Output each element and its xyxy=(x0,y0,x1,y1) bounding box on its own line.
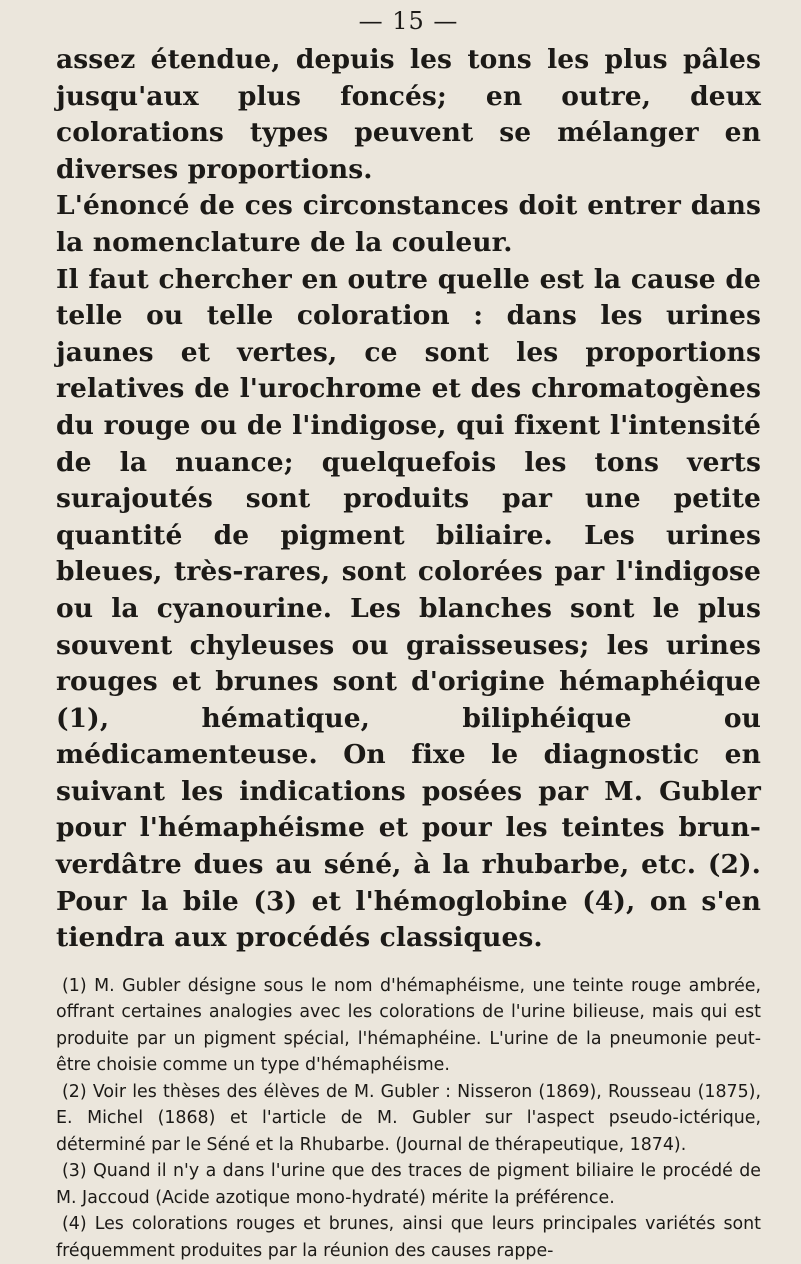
main-text xyxy=(56,42,761,957)
footnote-1: (1) M. Gubler désigne sous le nom d'hémaphéisme, une teinte rouge ambrée, offrant certaines analogies avec les colorations de l'urine bilieuse, mais qui est produite par un pigment spécial, l'hémaphéine. L'urine de la pneumonie peut-être choisie comme un type d'hémaphéisme. xyxy=(56,975,761,1076)
paragraph-1: assez étendue, depuis les tons les plus pâles jusqu'aux plus foncés; en outre, deux colorations types peuvent se mélanger en diverses proportions. xyxy=(56,44,761,185)
paragraph-3: Il faut chercher en outre quelle est la cause de telle ou telle coloration : dans les urines jaunes et vertes, ce sont les proportions relatives de l'urochrome et des chromatogènes du rouge ou de l'indigose, qui fixent l'intensité de la nuance; quelquefois les tons verts surajoutés sont produits par une petite quantité de pigment biliaire. Les urines bleues, très-rares, sont colorées par l'indigose ou la cyanourine. Les blanches sont le plus souvent chyleuses ou graisseuses; les urines rouges et brunes sont d'origine hémaphéique (1), hématique, biliphéique ou médicamenteuse. On fixe le diagnostic en suivant les indications posées par M. Gubler pour l'hémaphéisme et pour les teintes brun-verdâtre dues au séné, à la rhubarbe, etc. (2). Pour la bile (3) et l'hémoglobine (4), on s'en tiendra aux procédés classiques. xyxy=(56,263,761,954)
paragraph-2: L'énoncé de ces circonstances doit entrer dans la nomenclature de la couleur. xyxy=(56,190,761,258)
footnote-2: (2) Voir les thèses des élèves de M. Gubler : Nisseron (1869), Rousseau (1875), E. Michel (1868) et l'article de M. Gubler sur l'aspect pseudo-ictérique, déterminé par le Séné et la Rhubarbe. (Journal de thérapeutique, 1874). xyxy=(56,1081,761,1155)
page-number: — 15 — xyxy=(358,7,459,35)
footnote-4: (4) Les colorations rouges et brunes, ainsi que leurs principales variétés sont fréquemment produites par la réunion des causes rappe- xyxy=(56,1214,761,1261)
footnote-3: (3) Quand il n'y a dans l'urine que des traces de pigment biliaire le procédé de M. Jaccoud (Acide azotique mono-hydraté) mérite la préférence. xyxy=(56,1161,761,1208)
footnotes xyxy=(56,973,761,1264)
